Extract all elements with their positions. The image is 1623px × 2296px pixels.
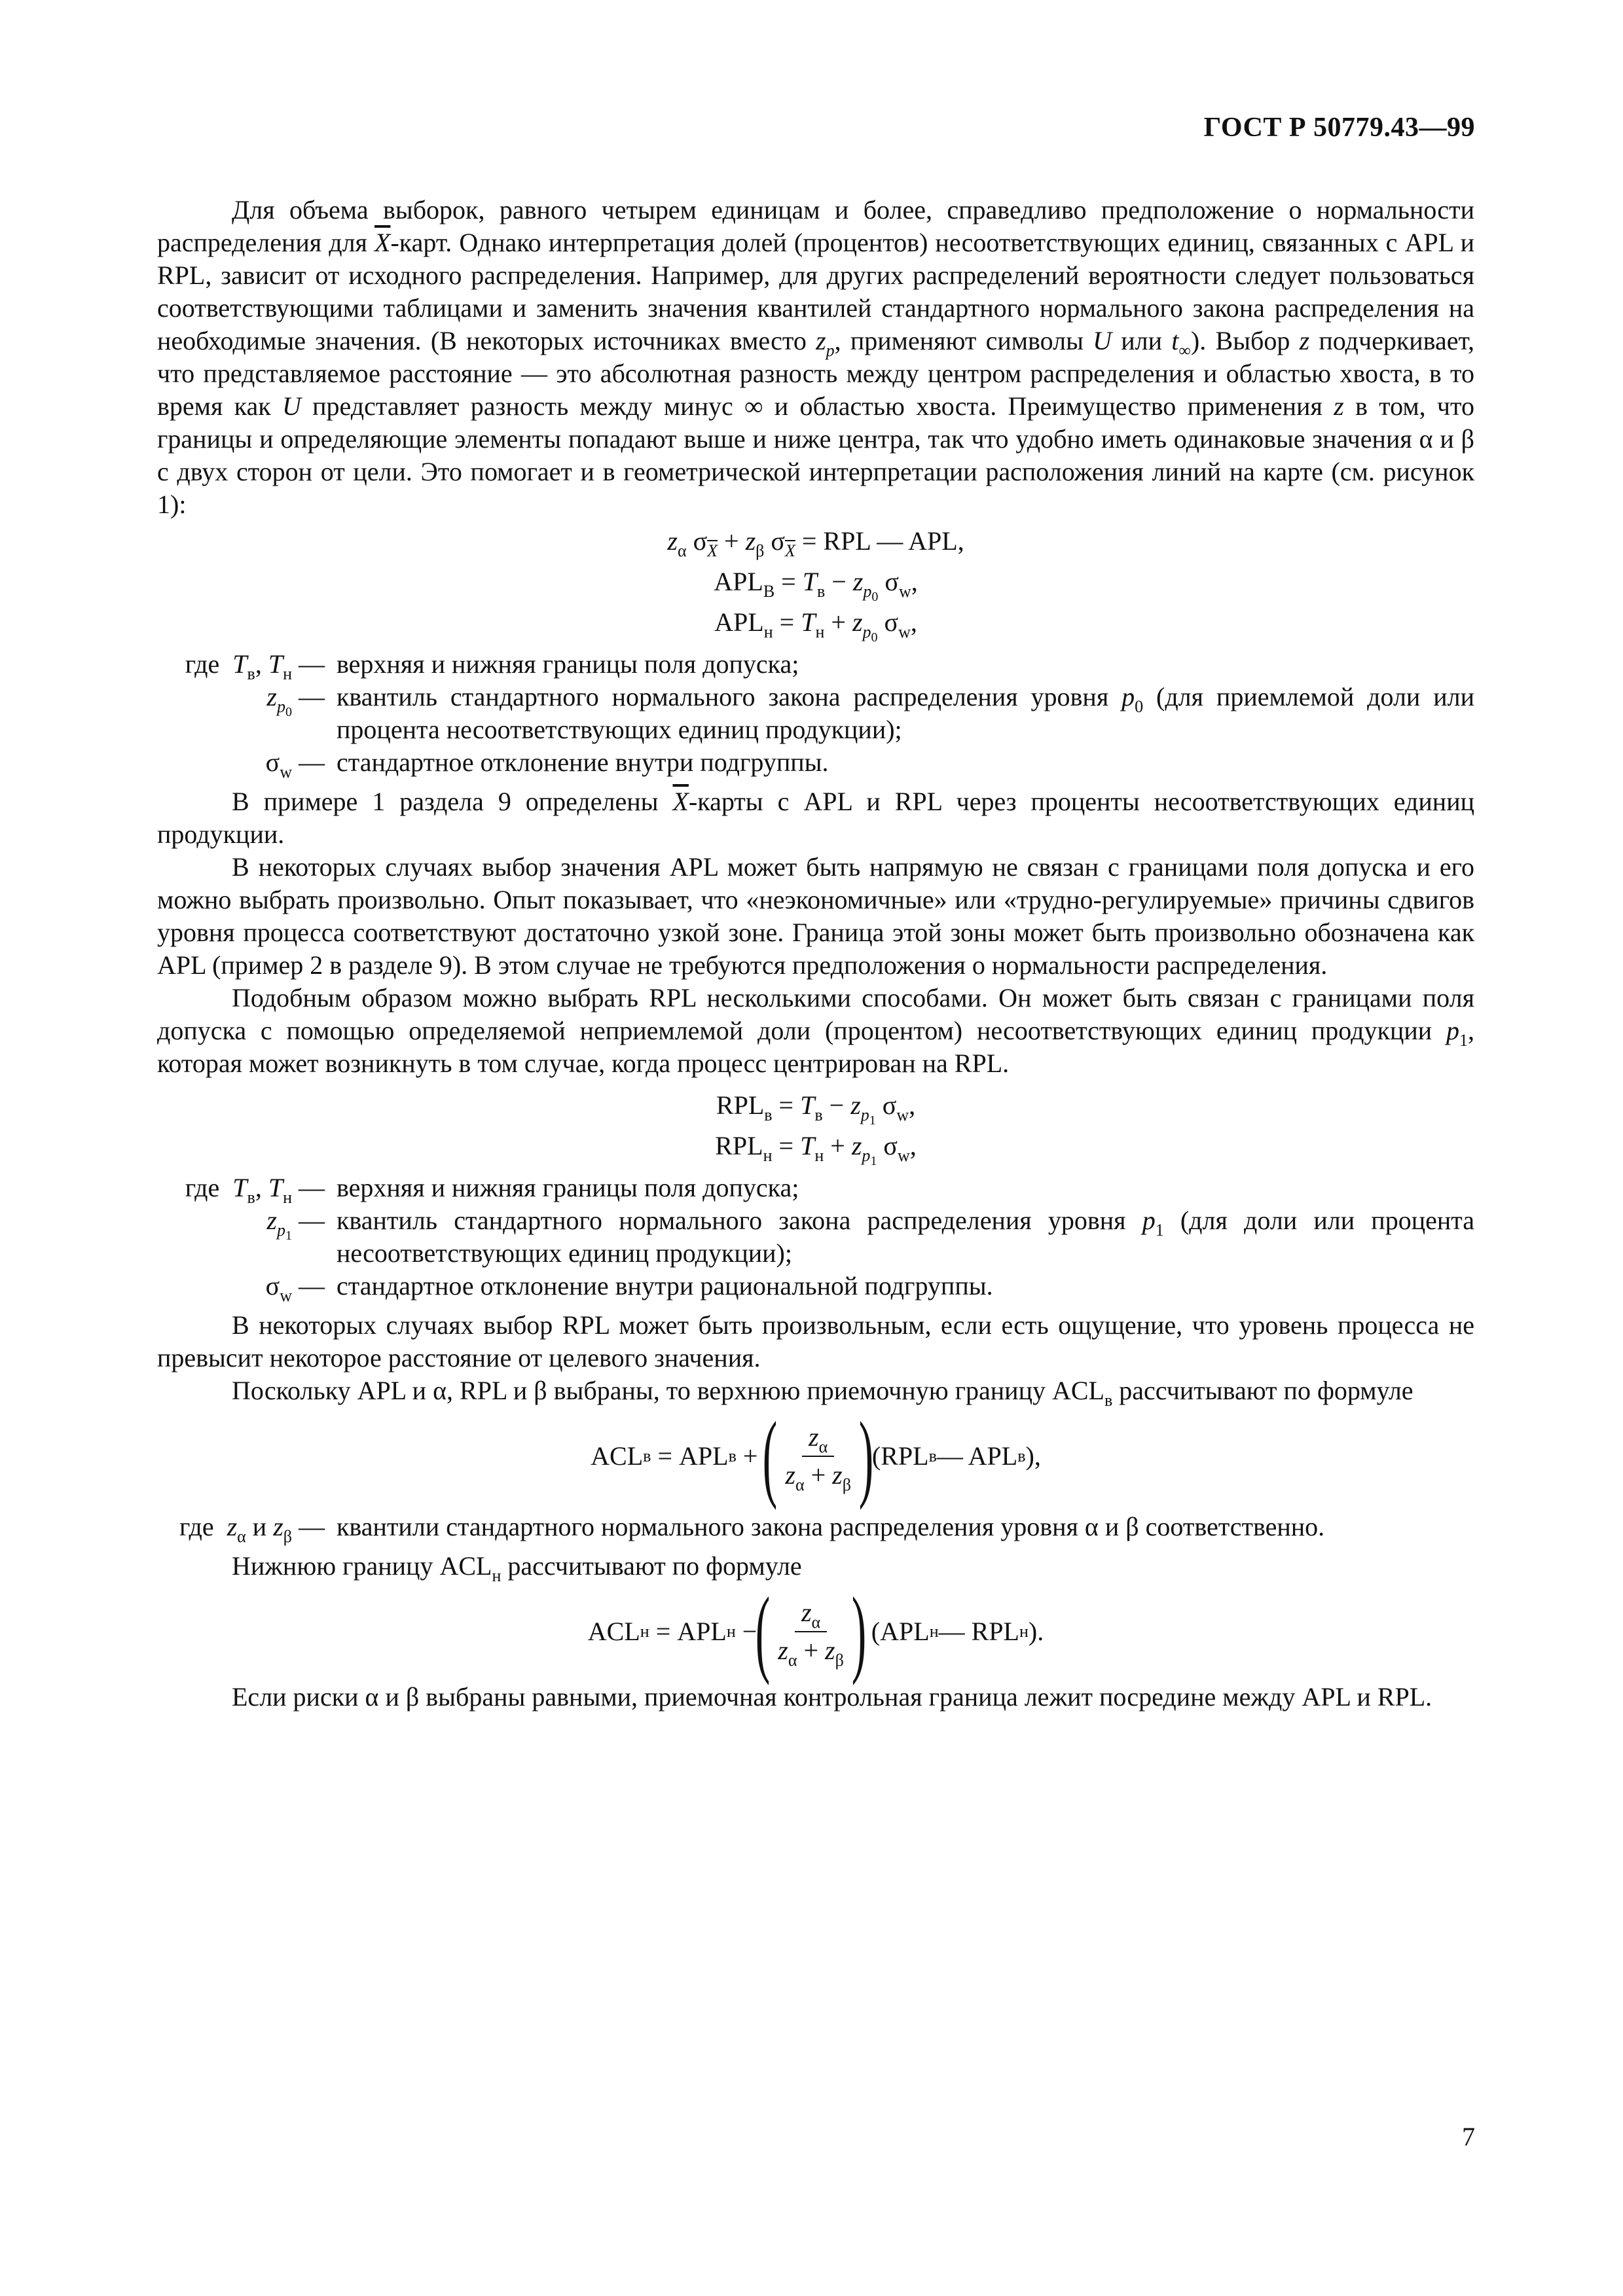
definitions-list-2 <box>157 1172 1474 1305</box>
definitions-list-3 <box>157 1511 1474 1546</box>
gost-header: ГОСТ Р 50779.43—99 <box>1203 113 1475 143</box>
definition-text: квантили стандартного нормального закона распределения уровня α и β соответственно. <box>337 1512 1325 1541</box>
paragraph-3: В некоторых случаях выбор значения APL может быть напрямую не связан с границами поля допуска и его можно выбрать произвольно. Опыт показывает, что «неэкономичные» или «трудно-регулируемые» причины сдвигов уровня процесса соответствуют достаточно узкой зоне. Граница этой зоны может быть произвольно обозначена как APL (пример 2 в разделе 9). В этом случае не требуются предположения о нормальности распределения. <box>157 852 1474 980</box>
paragraph-1: Для объема выборок, равного четырем единицам и более, справедливо предположение о нормальности распределения для $\overline{X}$-карт. Однако интерпретация долей (процентов) несоответствующих единиц, связанных с APL и RPL, зависит от исходного распределения. Например, для других распределений вероятности следует пользоваться соответствующими таблицами и заменить значения квантилей стандартного нормального закона распределения на необходимые значения. (В некоторых источниках вместо $z_p$, применяют символы U или $t_\infty$). Выбор z подчеркивает, что представляемое расстояние — это абсолютная разность между центром распределения и областью хвоста, в то время как U представляет разность между минус ∞ и областью хвоста. Преимущество применения z в том, что границы и определяющие элементы попадают выше и ниже центра, так что удобно иметь одинаковые значения α и β с двух сторон от цели. Это помогает и в геометрической интерпретации расположения линий на карте (см. рисунок 1): <box>157 195 1474 519</box>
paragraph-6: Поскольку APL и α, RPL и β выбраны, то верхнюю приемочную границу $ACL_в$ рассчитывают по формуле <box>232 1376 1413 1410</box>
definition-text: стандартное отклонение внутри рациональной подгруппы. <box>337 1271 993 1300</box>
definition-symbol: где $T_в$, $T_н$ — <box>185 1173 325 1207</box>
definitions-list-1 <box>157 648 1474 779</box>
document-body <box>157 194 1474 1713</box>
definition-symbol: где $z_\alpha$ и $z_\beta$ — <box>179 1512 325 1546</box>
definition-symbol: $\sigma_w$ — <box>265 1271 325 1305</box>
definition-text: квантиль стандартного нормального закона распределения уровня $p_0$ (для приемлемой доли или процента несоответствующих единиц продукции); <box>337 682 1474 744</box>
paragraph-2: В примере 1 раздела 9 определены $\overline{X}$-карты с APL и RPL через проценты несоответствующих единиц продукции. <box>157 787 1475 849</box>
formula-apl-lower: $APL_н = T_н + z_{p_0}$ $\sigma_w$, <box>714 607 917 645</box>
definition-text: квантиль стандартного нормального закона распределения уровня $p_1$ (для доли или процента несоответствующих единиц продукции); <box>337 1206 1474 1268</box>
paragraph-5: В некоторых случаях выбор RPL может быть произвольным, если есть ощущение, что уровень процесса не превысит некоторое расстояние от целевого значения. <box>157 1310 1474 1372</box>
formula-apl-upper: $APL_В = T_в - z_{p_0}$ $\sigma_w$, <box>714 567 918 604</box>
formula-rpl-upper: $RPL_в = T_в - z_{p_1}$ $\sigma_w$, <box>716 1090 916 1128</box>
paragraph-8: Если риски α и β выбраны равными, приемочная контрольная граница лежит посредине между APL и RPL. <box>232 1682 1432 1712</box>
formula-rpl-lower: $RPL_н = T_н + z_{p_1}$ $\sigma_w$, <box>715 1131 917 1168</box>
definition-text: верхняя и нижняя границы поля допуска; <box>337 1173 799 1202</box>
definition-symbol: $\sigma_w$ — <box>265 747 325 781</box>
formula-acl-upper: ACL в = APL в + ( $\frac{z_\alpha}{z_\alpha + z_\beta}$ ) (RPL в — APL в ), <box>591 1402 1041 1511</box>
formula-acl-lower: ACL н = APL н − ( $\frac{z_\alpha}{z_\alpha + z_\beta}$ ) (APL н — RPL н ). <box>587 1577 1044 1686</box>
definition-symbol: $z_{p_1}$ — <box>266 1206 325 1243</box>
definition-text: стандартное отклонение внутри подгруппы. <box>337 747 829 777</box>
definition-symbol: $z_{p_0}$ — <box>266 682 325 719</box>
paragraph-4: Подобным образом можно выбрать RPL несколькими способами. Он может быть связан с границами поля допуска с помощью определяемой неприемлемой доли (процентом) несоответствующих единиц продукции $p_1$, которая может возникнуть в том случае, когда процесс центрирован на RPL. <box>157 983 1474 1078</box>
page-number: 7 <box>1462 2122 1475 2151</box>
formula-zalpha-zbeta: $z_\alpha$ $\sigma_{\overline{X}} + z_\beta$ $\sigma_{\overline{X}}$ = RPL — APL, <box>667 526 964 560</box>
definition-symbol: где $T_в$, $T_н$ — <box>185 649 325 683</box>
definition-text: верхняя и нижняя границы поля допуска; <box>337 649 799 679</box>
paragraph-7: Нижнюю границу $ACL_н$ рассчитывают по формуле <box>232 1551 802 1585</box>
